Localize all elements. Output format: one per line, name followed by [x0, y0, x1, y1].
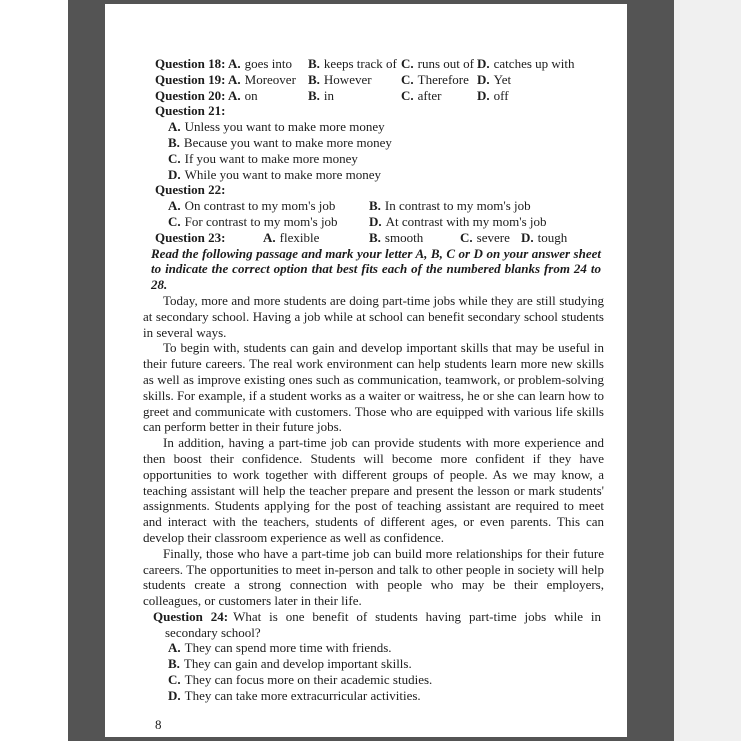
question-24-option-d: D. They can take more extracurricular activities. [168, 687, 421, 703]
question-23-option-b: B. smooth [369, 229, 424, 245]
question-20-row [105, 88, 627, 104]
question-18-option-a: A. goes into [228, 56, 292, 71]
question-18-option-c: C. runs out of [401, 56, 474, 71]
document-page [105, 4, 627, 737]
question-22-option-d: D. At contrast with my mom's job [369, 213, 547, 229]
question-18-row [105, 56, 627, 72]
page-border-bottom [105, 737, 627, 741]
passage-paragraph-2: To begin with, students can gain and develop important skills that may be useful in their future careers. The real work environment can help students learn more new skills as well as improve existing ones such as communication, teamwork, or problem-solving skills. For example, if a student works as a waiter or waitress, he or she can learn how to greet and communicate with customers. Those who are equipped with various life skills can perform better in their future jobs. [143, 340, 604, 435]
passage-paragraph-3: In addition, having a part-time job can provide students with more experience and then boost their confidence. Students will become more confident if they have opportunities to work together with different groups of people. As we may know, a teaching assistant will help the teacher prepare and present the lesson or mark students' assignments. Students applying for the post of teaching assistant are required to meet and interact with the teachers, students of different ages, or even parents. This can develop their classroom experience as well as confidence. [143, 435, 604, 545]
question-19-option-d: D. Yet [477, 71, 512, 87]
question-18-option-d: D. catches up with [477, 56, 575, 71]
background-right [674, 0, 741, 741]
question-20-option-c: C. after [401, 87, 442, 103]
question-23-row [105, 230, 627, 246]
question-22-row-1 [105, 198, 627, 214]
question-22-option-a: A. On contrast to my mom's job [168, 198, 336, 214]
question-24-option-a: A. They can spend more time with friends. [168, 640, 392, 656]
question-19-option-a: A. Moreover [228, 71, 296, 87]
question-24-label: Question 24: [153, 608, 229, 624]
page-border-left [68, 0, 105, 741]
question-22-row-2 [105, 214, 627, 230]
question-21-option-c: C. If you want to make more money [168, 150, 358, 166]
reading-instruction: Read the following passage and mark your letter A, B, C or D on your answer sheet to indicate the correct option that best fits each of the numbered blanks from 24 to 28. [151, 245, 601, 293]
question-23-option-c: C. severe [460, 229, 510, 245]
question-22-option-c: C. For contrast to my mom's job [168, 213, 338, 229]
question-21-label: Question 21: [155, 103, 226, 119]
page-border-right [627, 0, 674, 741]
question-21-option-a: A. Unless you want to make more money [168, 119, 385, 135]
question-19-option-b: B. However [308, 71, 372, 87]
question-24-option-c: C. They can focus more on their academic studies. [168, 672, 433, 688]
page-content [105, 4, 627, 732]
question-20-label: Question 20: [155, 87, 226, 103]
question-18-option-b: B. keeps track of [308, 56, 397, 71]
question-19-option-c: C. Therefore [401, 71, 469, 87]
question-21-option-b: B. Because you want to make more money [168, 134, 392, 150]
page-number: 8 [155, 716, 162, 732]
question-22-option-b: B. In contrast to my mom's job [369, 198, 531, 214]
question-24-text: Question 24: What is one benefit of students having part-time jobs while in secondary school? [153, 608, 602, 640]
passage-paragraph-4: Finally, those who have a part-time job can build more relationships for their future careers. The opportunities to meet in-person and talk to other people in society will help students create a strong connection with people who may be their employers, colleagues, or customers later in their life. [143, 545, 604, 609]
question-22-label: Question 22: [155, 182, 226, 198]
question-19-label: Question 19: [155, 71, 226, 87]
question-23-option-d: D. tough [521, 229, 568, 245]
question-20-option-b: B. in [308, 87, 335, 103]
question-23-option-a: A. flexible [263, 229, 320, 245]
question-20-option-d: D. off [477, 87, 509, 103]
question-20-option-a: A. on [228, 87, 258, 103]
question-23-label: Question 23: [155, 229, 226, 245]
question-21-option-d: D. While you want to make more money [168, 166, 382, 182]
question-24-option-b: B. They can gain and develop important skills. [168, 656, 412, 672]
question-18-label: Question 18: [155, 56, 226, 71]
question-19-row [105, 72, 627, 88]
passage-paragraph-1: Today, more and more students are doing part-time jobs while they are still studying at secondary school. Having a job while at school can benefit secondary school students in several ways. [143, 292, 604, 340]
